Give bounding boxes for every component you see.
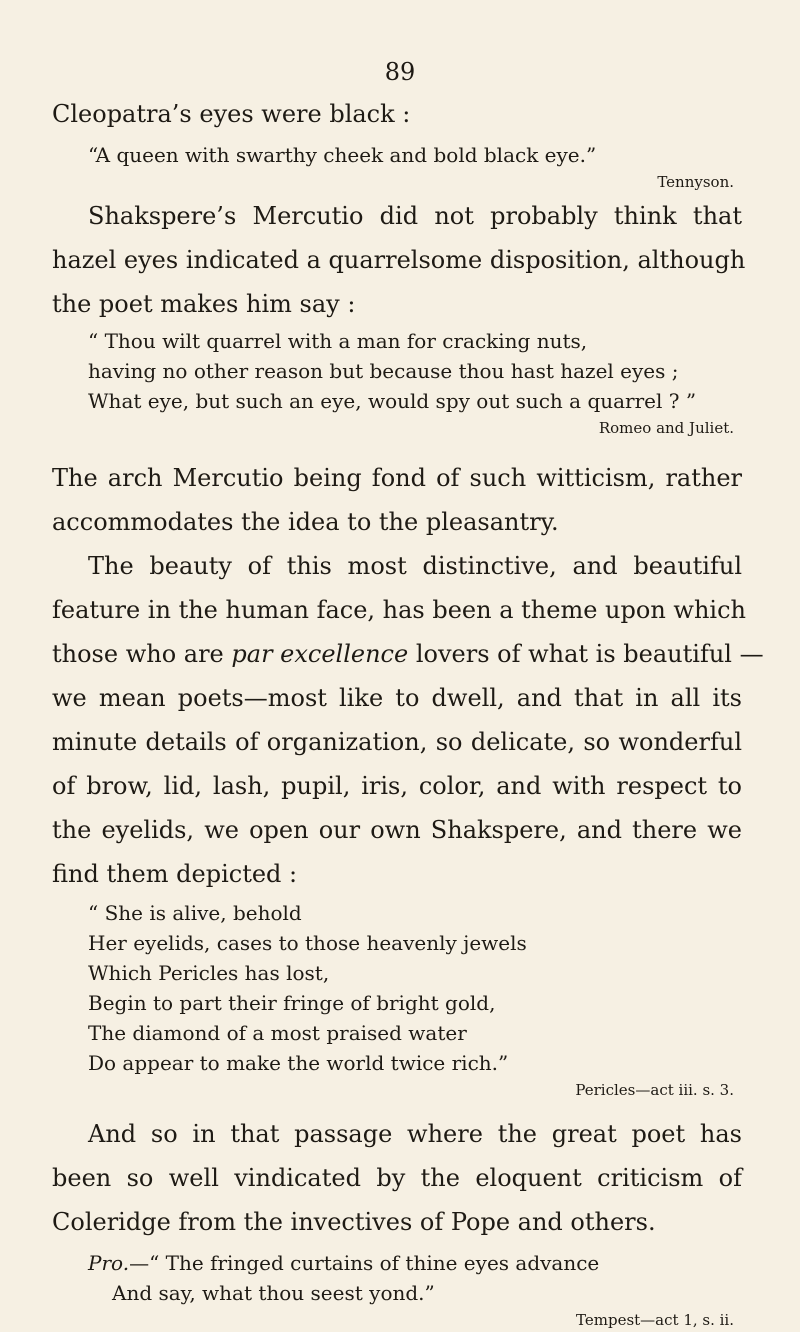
text-line: been so well vindicated by the eloquent criticism of bbox=[52, 1164, 742, 1192]
tennyson-quote bbox=[52, 140, 742, 194]
beauty-paragraph bbox=[52, 544, 764, 896]
text-segment: —“ The fringed curtains of thine eyes advance bbox=[129, 1251, 600, 1275]
text-line-with-italic bbox=[52, 632, 764, 676]
text-segment: those who are bbox=[52, 640, 232, 668]
page-number: 89 bbox=[384, 58, 416, 86]
text-line: feature in the human face, has been a theme upon which bbox=[52, 596, 746, 624]
text-line: minute details of organization, so delicate, so wonderful bbox=[52, 728, 742, 756]
arch-mercutio-paragraph bbox=[52, 456, 742, 544]
text-line: we mean poets—most like to dwell, and that in all its bbox=[52, 684, 742, 712]
quote-line: What eye, but such an eye, would spy out such a quarrel ? ” bbox=[88, 389, 697, 413]
text-line: the eyelids, we open our own Shakspere, and there we bbox=[52, 816, 742, 844]
coleridge-paragraph bbox=[52, 1112, 742, 1244]
quote-line: And say, what thou seest yond.” bbox=[112, 1281, 435, 1305]
text-line: of brow, lid, lash, pupil, iris, color, and with respect to bbox=[52, 772, 742, 800]
text-line: hazel eyes indicated a quarrelsome disposition, although bbox=[52, 246, 746, 274]
quote-line: Begin to part their fringe of bright gold, bbox=[88, 991, 496, 1015]
pericles-quote bbox=[52, 898, 742, 1102]
text-line: accommodates the idea to the pleasantry. bbox=[52, 508, 559, 536]
quote-line: The diamond of a most praised water bbox=[88, 1021, 467, 1045]
text-line: And so in that passage where the great poet has bbox=[88, 1120, 742, 1148]
text-segment: lovers of what is beautiful — bbox=[408, 640, 764, 668]
romeo-juliet-quote bbox=[52, 326, 742, 440]
quote-line: “A queen with swarthy cheek and bold black eye.” bbox=[88, 143, 597, 167]
quote-line: Which Pericles has lost, bbox=[88, 961, 330, 985]
mercutio-paragraph bbox=[52, 194, 746, 326]
text-line: The arch Mercutio being fond of such witticism, rather bbox=[52, 464, 742, 492]
attribution: Tempest—act 1, s. ii. bbox=[576, 1311, 734, 1329]
italic-phrase: par excellence bbox=[231, 640, 409, 668]
text-line: find them depicted : bbox=[52, 860, 298, 888]
text-line: Cleopatra’s eyes were black : bbox=[52, 100, 411, 128]
text-line: the poet makes him say : bbox=[52, 290, 356, 318]
attribution: Pericles—act iii. s. 3. bbox=[575, 1081, 734, 1099]
quote-line: Her eyelids, cases to those heavenly jewels bbox=[88, 931, 527, 955]
attribution: Tennyson. bbox=[657, 173, 734, 191]
quote-line: having no other reason but because thou hast hazel eyes ; bbox=[88, 359, 679, 383]
opening-line bbox=[52, 92, 742, 136]
text-line: Shakspere’s Mercutio did not probably think that bbox=[88, 202, 742, 230]
quote-line: “ She is alive, behold bbox=[88, 901, 302, 925]
text-line: The beauty of this most distinctive, and beautiful bbox=[88, 552, 742, 580]
quote-line: “ Thou wilt quarrel with a man for cracking nuts, bbox=[88, 329, 588, 353]
text-line: Coleridge from the invectives of Pope and others. bbox=[52, 1208, 656, 1236]
attribution: Romeo and Juliet. bbox=[598, 419, 734, 437]
quote-line: Do appear to make the world twice rich.” bbox=[88, 1051, 509, 1075]
tempest-quote bbox=[52, 1248, 742, 1332]
quote-line bbox=[52, 1248, 742, 1278]
speaker-name: Pro. bbox=[88, 1251, 130, 1275]
